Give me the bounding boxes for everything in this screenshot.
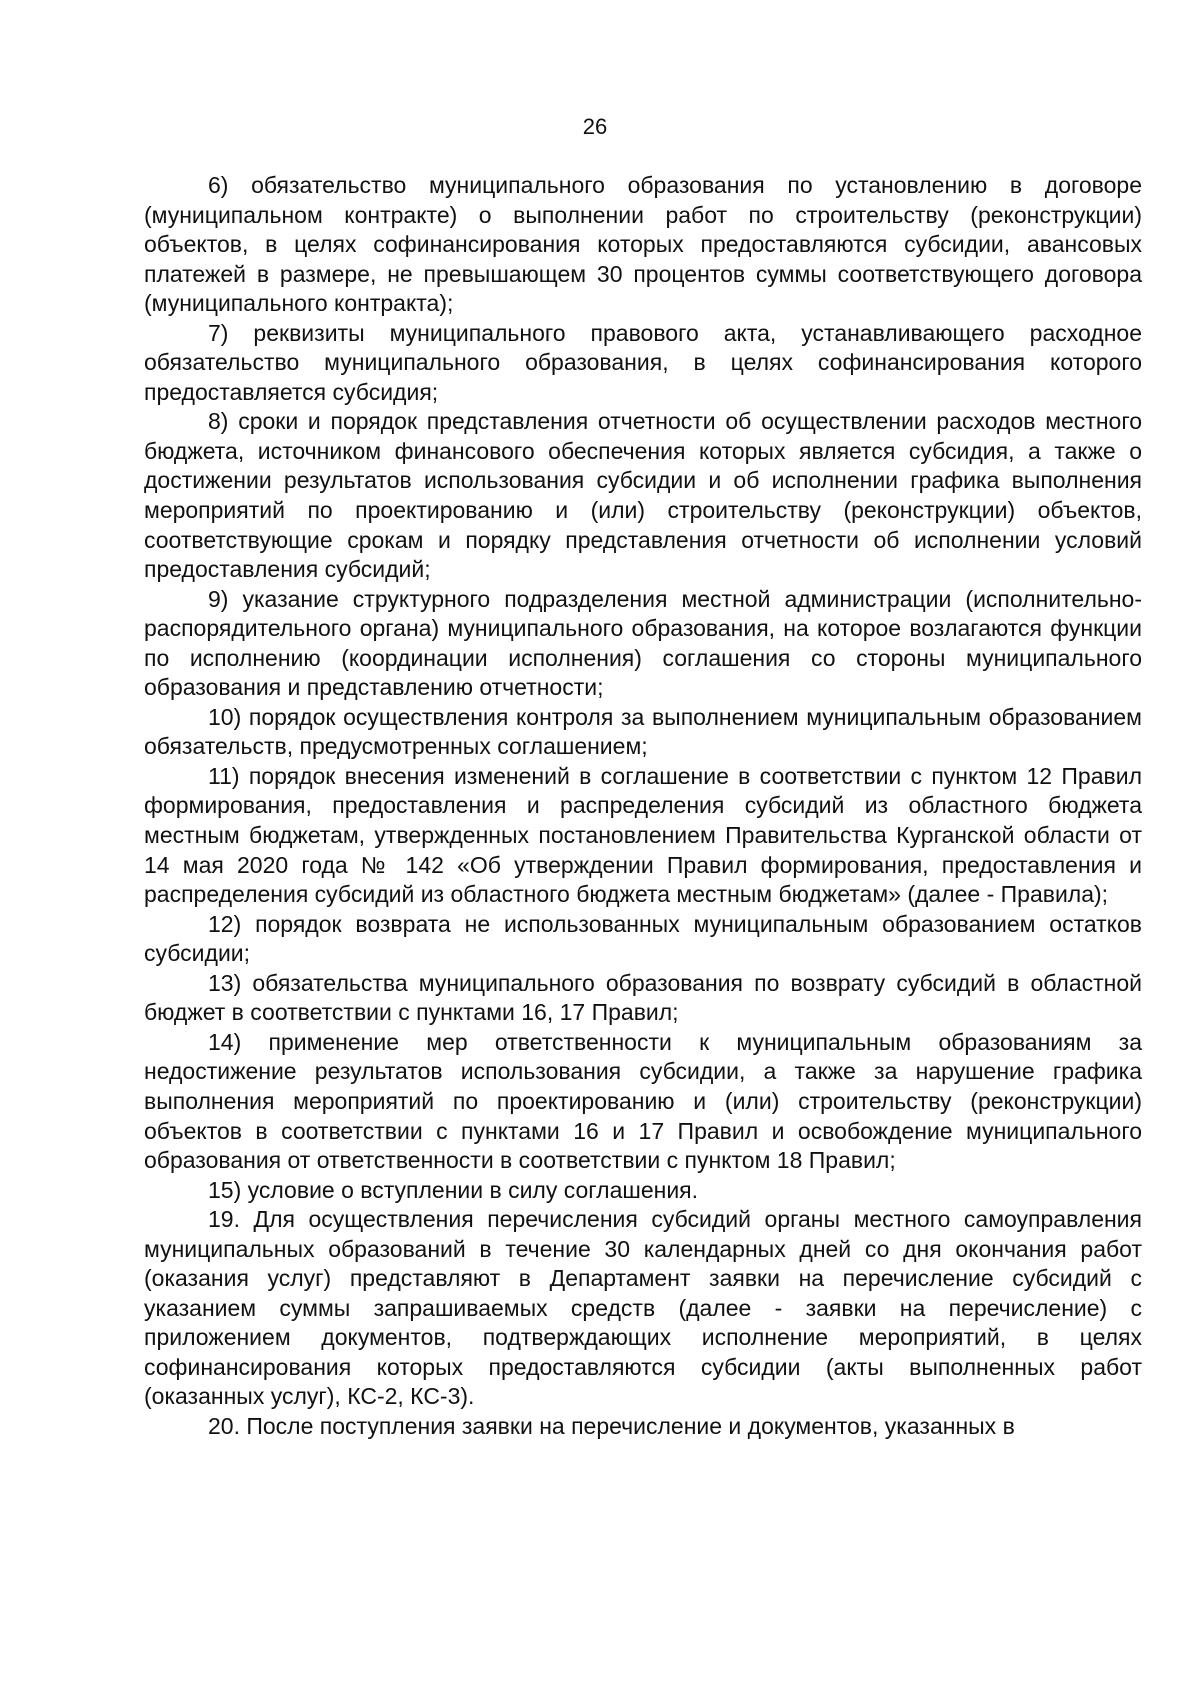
paragraph-item-7: 7) реквизиты муниципального правового акта, устанавливающего расходное обязательство муниципального образования, в целях софинансирования которого предоставляется субсидия; xyxy=(144,319,1142,405)
paragraph-item-10: 10) порядок осуществления контроля за выполнением муниципальным образованием обязательств, предусмотренных соглашением; xyxy=(144,703,1142,760)
paragraph-item-11: 11) порядок внесения изменений в соглашение в соответствии с пунктом 12 Правил формирования, предоставления и распределения субсидий из областного бюджета местным бюджетам, утвержденных постановлением Правительства Курганской области от 14 мая 2020 года № 142 «Об утверждении Правил формирования, предоставления и распределения субсидий из областного бюджета местным бюджетам» (далее - Правила); xyxy=(144,762,1142,908)
paragraph-clause-19: 19. Для осуществления перечисления субсидий органы местного самоуправления муниципальных образований в течение 30 календарных дней со дня окончания работ (оказания услуг) представляют в Департамент заявки на перечисление субсидий с указанием суммы запрашиваемых средств (далее - заявки на перечисление) с приложением документов, подтверждающих исполнение мероприятий, в целях софинансирования которых предоставляются субсидии (акты выполненных работ (оказанных услуг), КС-2, КС-3). xyxy=(144,1206,1142,1410)
paragraph-item-8: 8) сроки и порядок представления отчетности об осуществлении расходов местного бюджета, источником финансового обеспечения которых является субсидия, а также о достижении результатов использования субсидии и об исполнении графика выполнения мероприятий по проектированию и (или) строительству (реконструкции) объектов, соответствующие срокам и порядку представления отчетности об исполнении условий предоставления субсидий; xyxy=(144,408,1142,583)
paragraph-item-12: 12) порядок возврата не использованных муниципальным образованием остатков субсидии; xyxy=(144,910,1142,967)
page-number: 26 xyxy=(582,114,608,139)
document-body xyxy=(144,171,1142,1442)
paragraph-clause-20: 20. После поступления заявки на перечисление и документов, указанных в xyxy=(208,1412,1015,1439)
paragraph-item-15: 15) условие о вступлении в силу соглашения. xyxy=(208,1176,699,1203)
paragraph-item-9: 9) указание структурного подразделения местной администрации (исполнительно-распорядительного органа) муниципального образования, на которое возлагаются функции по исполнению (координации исполнения) соглашения со стороны муниципального образования и представлению отчетности; xyxy=(144,585,1142,701)
paragraph-item-14: 14) применение мер ответственности к муниципальным образованиям за недостижение результатов использования субсидии, а также за нарушение графика выполнения мероприятий по проектированию и (или) строительству (реконструкции) объектов в соответствии с пунктами 16 и 17 Правил и освобождение муниципального образования от ответственности в соответствии с пунктом 18 Правил; xyxy=(144,1028,1142,1174)
paragraph-item-13: 13) обязательства муниципального образования по возврату субсидий в областной бюджет в соответствии с пунктами 16, 17 Правил; xyxy=(144,969,1142,1026)
paragraph-item-6: 6) обязательство муниципального образования по установлению в договоре (муниципальном контракте) о выполнении работ по строительству (реконструкции) объектов, в целях софинансирования которых предоставляются субсидии, авансовых платежей в размере, не превышающем 30 процентов суммы соответствующего договора (муниципального контракта); xyxy=(144,172,1142,317)
